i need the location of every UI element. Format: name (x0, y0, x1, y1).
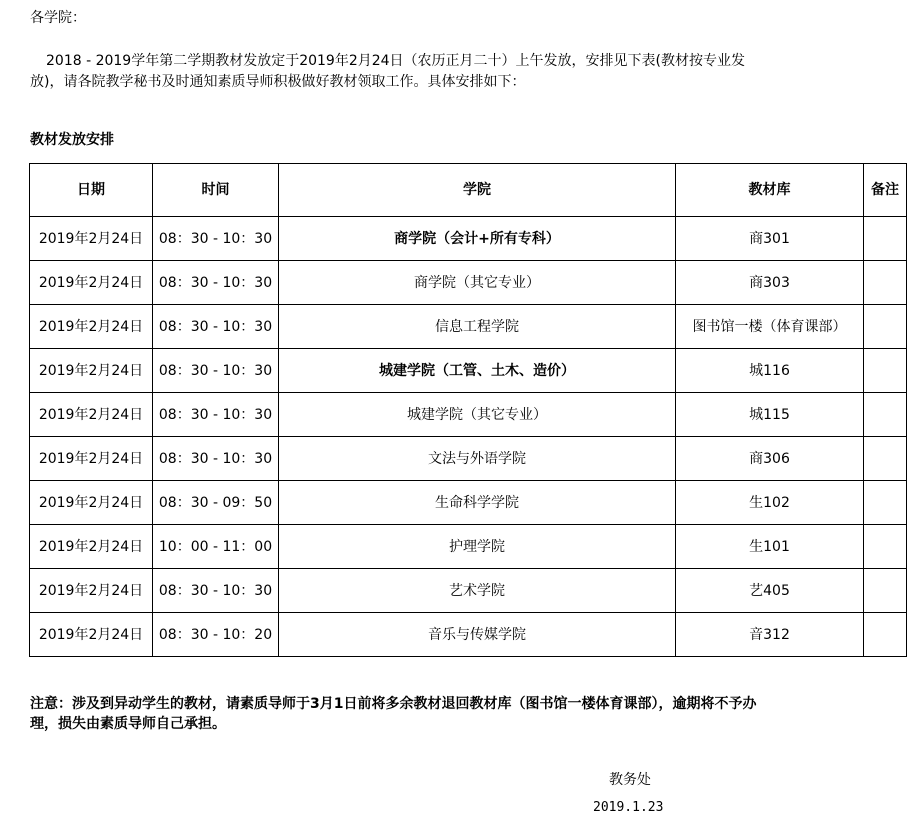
cell-date: 2019年2月24日 (30, 525, 153, 569)
cell-remark (864, 349, 907, 393)
cell-time: 08：30 - 10：30 (153, 569, 279, 613)
cell-date: 2019年2月24日 (30, 613, 153, 657)
cell-date: 2019年2月24日 (30, 437, 153, 481)
cell-college: 生命科学学院 (279, 481, 676, 525)
table-row (30, 613, 907, 657)
table-row (30, 525, 907, 569)
cell-date: 2019年2月24日 (30, 569, 153, 613)
cell-time: 08：30 - 10：30 (153, 217, 279, 261)
cell-time: 08：30 - 10：30 (153, 261, 279, 305)
cell-time: 10：00 - 11：00 (153, 525, 279, 569)
table-header-row (30, 164, 907, 217)
table-row (30, 569, 907, 613)
table-row (30, 305, 907, 349)
cell-time: 08：30 - 10：20 (153, 613, 279, 657)
cell-date: 2019年2月24日 (30, 481, 153, 525)
salutation: 各学院： (30, 10, 86, 26)
cell-college: 城建学院（工管、土木、造价） (279, 349, 676, 393)
cell-store: 商306 (676, 437, 864, 481)
cell-college: 城建学院（其它专业） (279, 393, 676, 437)
cell-college: 艺术学院 (279, 569, 676, 613)
cell-store: 商303 (676, 261, 864, 305)
cell-remark (864, 481, 907, 525)
cell-college: 文法与外语学院 (279, 437, 676, 481)
cell-store: 音312 (676, 613, 864, 657)
cell-date: 2019年2月24日 (30, 217, 153, 261)
cell-college: 信息工程学院 (279, 305, 676, 349)
table-row (30, 349, 907, 393)
table-row (30, 437, 907, 481)
cell-date: 2019年2月24日 (30, 393, 153, 437)
header-college: 学院 (279, 164, 676, 217)
cell-date: 2019年2月24日 (30, 349, 153, 393)
header-date: 日期 (30, 164, 153, 217)
cell-remark (864, 305, 907, 349)
cell-remark (864, 569, 907, 613)
cell-college: 商学院（其它专业） (279, 261, 676, 305)
cell-time: 08：30 - 10：30 (153, 437, 279, 481)
cell-date: 2019年2月24日 (30, 305, 153, 349)
issue-date: 2019.1.23 (593, 800, 664, 815)
header-time: 时间 (153, 164, 279, 217)
cell-store: 商301 (676, 217, 864, 261)
cell-remark (864, 525, 907, 569)
cell-remark (864, 437, 907, 481)
issuing-office: 教务处 (609, 772, 651, 788)
cell-store: 艺405 (676, 569, 864, 613)
cell-store: 生102 (676, 481, 864, 525)
table-row (30, 217, 907, 261)
cell-store: 图书馆一楼（体育课部） (676, 305, 864, 349)
intro-paragraph: 2018 - 2019学年第二学期教材发放定于2019年2月24日（农历正月二十）上午发放，安排见下表(教材按专业发放)，请各院教学秘书及时通知素质导师积极做好教材领取工作。具体安排如下： (30, 53, 746, 90)
cell-college: 商学院（会计+所有专科） (279, 217, 676, 261)
cell-store: 城115 (676, 393, 864, 437)
cell-date: 2019年2月24日 (30, 261, 153, 305)
cell-remark (864, 613, 907, 657)
cell-remark (864, 261, 907, 305)
cell-remark (864, 393, 907, 437)
table-row (30, 261, 907, 305)
cell-store: 生101 (676, 525, 864, 569)
section-title: 教材发放安排 (30, 132, 114, 148)
cell-college: 音乐与传媒学院 (279, 613, 676, 657)
cell-store: 城116 (676, 349, 864, 393)
table-row (30, 481, 907, 525)
cell-college: 护理学院 (279, 525, 676, 569)
header-store: 教材库 (676, 164, 864, 217)
schedule-table (29, 163, 907, 657)
cell-time: 08：30 - 10：30 (153, 305, 279, 349)
table-row (30, 393, 907, 437)
cell-remark (864, 217, 907, 261)
cell-time: 08：30 - 10：30 (153, 393, 279, 437)
header-remark: 备注 (864, 164, 907, 217)
cell-time: 08：30 - 09：50 (153, 481, 279, 525)
note-paragraph: 注意：涉及到异动学生的教材，请素质导师于3月1日前将多余教材退回教材库（图书馆一楼体育课部），逾期将不予办理，损失由素质导师自己承担。 (30, 696, 757, 732)
cell-time: 08：30 - 10：30 (153, 349, 279, 393)
